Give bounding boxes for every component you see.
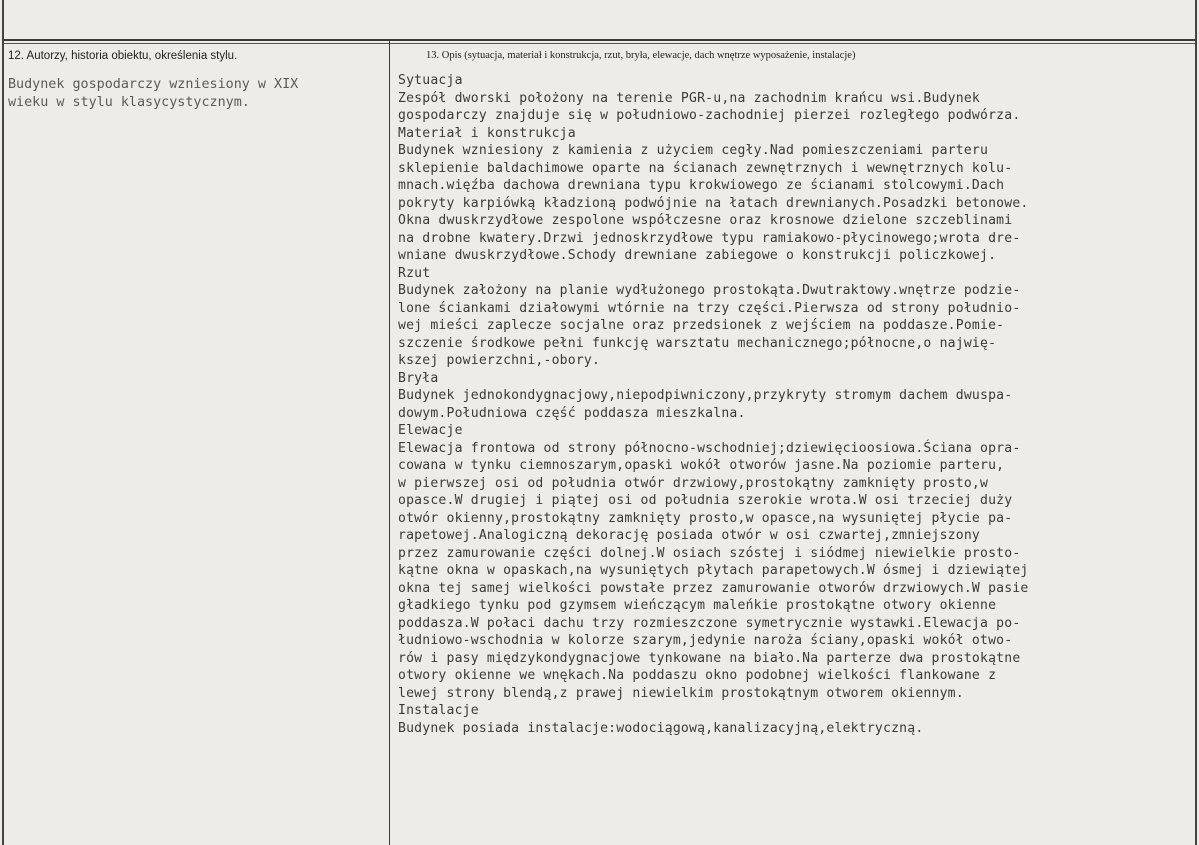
text-line: pokryty karpiówką kładzioną podwójnie na łatach drewnianych.Posadzki betonowe. bbox=[398, 195, 1029, 211]
text-line: na drobne kwatery.Drzwi jednoskrzydłowe typu ramiakowo-płycinowego;wrota dre- bbox=[398, 230, 1021, 246]
sheet-left-edge bbox=[2, 0, 4, 845]
text-line: Materiał i konstrukcja bbox=[398, 125, 576, 141]
text-line: cowana w tynku ciemnoszarym,opaski wokół otworów jasne.Na poziomie parteru, bbox=[398, 458, 1005, 473]
text-line: gospodarczy znajduje się w południowo-zachodniej pierzei rozległego podwórza. bbox=[398, 108, 1021, 123]
text-line: łudniowo-wschodnia w kolorze szarym,jedynie naroża ściany,opaski wokół otwo- bbox=[398, 633, 1013, 648]
section-12-header: 12. Autorzy, historia obiektu, określenia stylu. bbox=[8, 50, 238, 62]
text-line: Budynek założony na planie wydłużonego prostokąta.Dwutraktowy.wnętrze podzie- bbox=[398, 283, 1021, 298]
text-line: wniane dwuskrzydłowe.Schody drewniane zabiegowe o konstrukcji policzkowej. bbox=[398, 248, 997, 263]
text-line: otwór okienny,prostokątny zamknięty prosto,w opasce,na wysuniętej płycie pa- bbox=[398, 510, 1013, 526]
text-line: Budynek jednokondygnacjowy,niepodpiwniczony,przykryty stromym dachem dwuspa- bbox=[398, 388, 1013, 403]
text-line: rapetowej.Analogiczną dekorację posiada otwór w osi czwartej,zmniejszony bbox=[398, 528, 980, 543]
text-line: Budynek gospodarczy wzniesiony w XIX bbox=[8, 77, 299, 92]
text-line: Elewacja frontowa od strony północno-wschodniej;dziewięcioosiowa.Ściana opra- bbox=[398, 440, 1021, 456]
text-line: przez zamurowanie części dolnej.W osiach szóstej i siódmej niewielkie prosto- bbox=[398, 545, 1021, 561]
text-line: w pierwszej osi od południa otwór drzwiowy,prostokątny zamknięty prosto,w bbox=[398, 475, 989, 491]
text-line: lewej strony blendą,z prawej niewielkim prostokątnym otworem okiennym. bbox=[398, 685, 964, 701]
text-line: rów i pasy międzykondygnacjowe tynkowane na biało.Na parterze dwa prostokątne bbox=[398, 650, 1021, 666]
text-line: wieku w stylu klasycystycznym. bbox=[8, 94, 250, 110]
text-line: Bryła bbox=[398, 370, 439, 386]
text-line: Budynek wzniesiony z kamienia z użyciem cegły.Nad pomieszczeniami parteru bbox=[398, 143, 989, 158]
text-line: lone ściankami działowymi wtórnie na trzy części.Pierwsza od strony południo- bbox=[398, 300, 1021, 316]
text-line: opasce.W drugiej i piątej osi od południa szerokie wrota.W osi trzeciej duży bbox=[398, 493, 1013, 508]
section-13-text bbox=[398, 72, 1190, 737]
text-line: gładkiego tynku pod gzymsem wieńczącym maleńkie prostokątne otwory okienne bbox=[398, 598, 997, 613]
text-line: wej mieści zaplecze socjalne oraz przedsionek z wejściem na poddasze.Pomie- bbox=[398, 318, 1005, 333]
text-line: Budynek posiada instalacje:wodociągową,kanalizacyjną,elektryczną. bbox=[398, 720, 924, 736]
text-line: okna tej samej wielkości powstałe przez zamurowanie otworów drzwiowych.W pasie bbox=[398, 580, 1029, 596]
text-line: dowym.Południowa część poddasza mieszkalna. bbox=[398, 405, 746, 421]
section-13-header: 13. Opis (sytuacja, materiał i konstrukcja, rzut, bryła, elewacje, dach wnętrze wyposażenie, instalacje) bbox=[426, 50, 856, 61]
text-line: Okna dwuskrzydłowe zespolone współczesne oraz krosnowe dzielone szczeblinami bbox=[398, 213, 1013, 228]
text-line: Zespół dworski położony na terenie PGR-u,na zachodnim krańcu wsi.Budynek bbox=[398, 90, 980, 106]
text-line: kszej powierzchni,-obory. bbox=[398, 353, 601, 368]
text-line: Instalacje bbox=[398, 703, 479, 718]
section-12-text bbox=[8, 76, 383, 111]
column-divider bbox=[389, 40, 390, 845]
text-line: otwory okienne we wnękach.Na poddaszu okno podobnej wielkości flankowane z bbox=[398, 668, 997, 683]
text-line: Sytuacja bbox=[398, 73, 463, 88]
text-line: sklepienie baldachimowe oparte na ścianach zewnętrznych i wewnętrznych kolu- bbox=[398, 160, 1013, 176]
text-line: kątne okna w opaskach,na wysuniętych płytach parapetowych.W ósmej i dziewiątej bbox=[398, 563, 1029, 578]
text-line: Rzut bbox=[398, 265, 431, 281]
text-line: Elewacje bbox=[398, 423, 463, 438]
sheet-right-edge bbox=[1195, 0, 1197, 845]
top-rule-thin bbox=[4, 43, 1195, 44]
text-line: szczenie środkowe pełni funkcję warsztatu mechanicznego;północne,o najwię- bbox=[398, 335, 997, 351]
text-line: poddasza.W połaci dachu trzy rozmieszczone symetrycznie wystawki.Elewacja po- bbox=[398, 615, 1021, 631]
text-line: mnach.więźba dachowa drewniana typu krokwiowego ze ścianami stolcowymi.Dach bbox=[398, 178, 1005, 193]
top-rule bbox=[4, 39, 1195, 41]
